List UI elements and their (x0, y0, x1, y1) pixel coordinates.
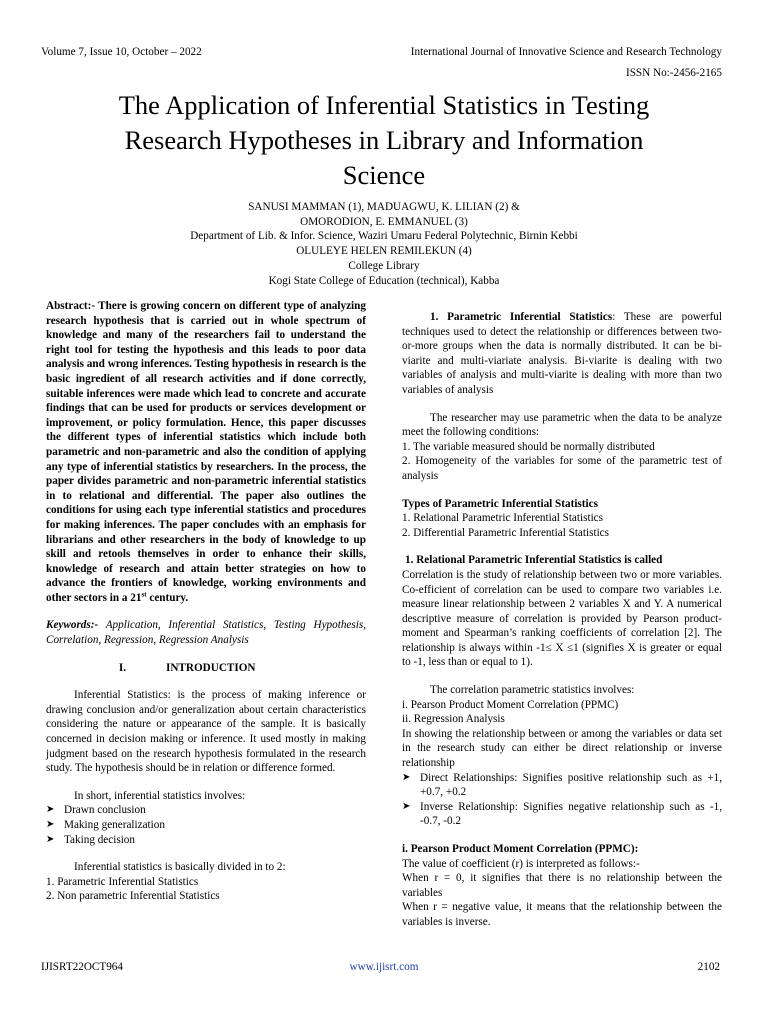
parametric-label: 1. Parametric Inferential Statistics (430, 311, 613, 323)
arrow-bullet-icon: ➤ (46, 833, 55, 845)
journal-name: International Journal of Innovative Science and Research Technology (410, 46, 722, 58)
author-line: OMORODION, E. EMMANUEL (3) (300, 215, 468, 228)
divided-intro: Inferential statistics is basically divided in to 2: (74, 861, 286, 874)
correlation-item: i. Pearson Product Moment Correlation (PPMC) (402, 698, 619, 711)
types-item: 2. Differential Parametric Inferential Statistics (402, 526, 609, 539)
title-line: Research Hypotheses in Library and Information (124, 125, 644, 155)
section-title: INTRODUCTION (166, 661, 256, 674)
paper-title (40, 88, 728, 193)
abstract-text: There is growing concern on different type of analyzing research hypothesis that is carried out in whole spectrum of knowledge and many of the researchers fail to understand the right tool for testing the hypothesis and this leads to poor data analysis and wrong inferences. Testing hypothesis in research is the basic ingredient of all research activities and if done correctly, suitable inferences were made which lead to concrete and accurate findings that can be used for products or services development or improvement, or policy formulation. Hence, this paper discusses the different types of inferential statistics which include both parametric and non-parametric and also the condition of applying any type of inferential statistics by researchers. In the process, the paper divides parametric and non-parametric inferential statistics in to relational and differential. The paper also outlines the conditions for using each type inferential statistics and procedures for making inferences. The paper concludes with an emphasis for librarians and other researchers in the body of knowledge to up skill and retools themselves in order to enhance their skills, knowledge of research and attain better strategies on how to advance the frontiers of knowledge, working environments and other sectors in a 21 (46, 300, 366, 604)
author-block (40, 200, 728, 288)
list-item-text: Inverse Relationship: Signifies negative relationship such as -1, -0.7, -0.2 (420, 800, 722, 828)
list-item (46, 818, 366, 833)
abstract-label: Abstract:- (46, 300, 96, 312)
list-item (46, 833, 366, 848)
abstract-sup: st (141, 590, 147, 599)
intro-paragraph: Inferential Statistics: is the process of making inference or drawing conclusion and/or generalization about certain characteristics considering the nature or appearance of the sample. It is basically concerned in decision making or inference. It used mostly in making judgment based on the research hypothesis formulated in the research study. The hypothesis should be in relation or difference formed. (46, 689, 366, 775)
journal-website-link[interactable]: www.ijisrt.com (349, 961, 419, 973)
page-number: 2102 (697, 961, 720, 973)
arrow-bullet-icon: ➤ (402, 800, 411, 812)
relational-paragraph: Correlation is the study of relationship between two or more variables. Co-efficient of correlation can be used to compare two variables i.e. measure linear relationship between 2 variables X and Y. A numerical descriptive measure of correlation is provided by Pearson product-moment and Spearman’s ranking coefficients of correlation [2]. The relationship is always within -1≤ X ≤1 (signifies X is greater or equal to -1, less than or equal to 1). (402, 568, 722, 669)
condition-item: 1. The variable measured should be normally distributed (402, 440, 655, 453)
relational-heading: 1. Relational Parametric Inferential Statistics is called (405, 554, 663, 567)
arrow-bullet-icon: ➤ (46, 819, 55, 830)
list-item-text: Making generalization (64, 819, 165, 831)
involves-intro: In short, inferential statistics involves: (74, 789, 246, 802)
journal-issn: ISSN No:-2456-2165 (625, 67, 722, 79)
affiliation-line: Kogi State College of Education (technical), Kabba (268, 274, 500, 287)
paper-id: IJISRT22OCT964 (41, 961, 123, 973)
abstract-end: century. (146, 591, 189, 604)
relationship-list (402, 771, 722, 829)
parametric-paragraph (402, 310, 722, 398)
author-line: OLULEYE HELEN REMILEKUN (4) (296, 245, 472, 258)
types-item: 1. Relational Parametric Inferential Statistics (402, 512, 603, 525)
title-line: Science (342, 160, 426, 190)
right-column (402, 310, 722, 930)
correlation-paragraph: In showing the relationship between or among the variables or data set in the research study can either be direct relationship or inverse relationship (402, 727, 722, 770)
divided-item: 2. Non parametric Inferential Statistics (46, 890, 220, 903)
arrow-bullet-icon: ➤ (402, 771, 411, 783)
journal-volume: Volume 7, Issue 10, October – 2022 (41, 46, 202, 58)
keywords-label: Keywords:- (46, 619, 99, 632)
keywords-text: Application, Inferential Statistics, Testing Hypothesis, Correlation, Regression, Regression Analysis (46, 619, 366, 647)
section-number: I. (118, 661, 126, 674)
correlation-item: ii. Regression Analysis (402, 713, 505, 726)
list-item-text: Drawn conclusion (64, 804, 146, 817)
ppmc-line: The value of coefficient (r) is interpreted as follows:- (402, 857, 640, 870)
ppmc-heading: i. Pearson Product Moment Correlation (PPMC): (402, 843, 639, 855)
arrow-bullet-icon: ➤ (46, 804, 55, 816)
involves-list (46, 803, 366, 847)
list-item (402, 771, 722, 800)
condition-item: 2. Homogeneity of the variables for some of the parametric test of analysis (402, 455, 722, 482)
ppmc-line: When r = negative value, it means that the relationship between the variables is inverse. (402, 901, 722, 928)
types-heading: Types of Parametric Inferential Statistics (402, 497, 598, 510)
affiliation-line: College Library (348, 259, 420, 272)
list-item (46, 803, 366, 818)
divided-item: 1. Parametric Inferential Statistics (46, 875, 199, 888)
ppmc-line: When r = 0, it signifies that there is no relationship between the variables (402, 872, 722, 899)
left-column (46, 299, 366, 904)
keywords (46, 618, 366, 647)
title-line: The Application of Inferential Statistics in Testing (118, 90, 650, 120)
correlation-intro: The correlation parametric statistics involves: (430, 684, 635, 697)
section-heading (46, 661, 366, 676)
author-line: SANUSI MAMMAN (1), MADUAGWU, K. LILIAN (2) & (248, 201, 520, 213)
list-item-text: Direct Relationships: Signifies positive relationship such as +1, +0.7, +0.2 (420, 771, 722, 799)
parametric-text: : These are powerful techniques used to detect the relationship or differences between two-or-more groups when the data is normally distributed. It can be bi-viarite and multi-viariate analysis. Bi-viarite is dealing with two variables of analysis and multi-viarite is dealing with more than two variables of analysis (402, 311, 722, 396)
affiliation-line: Department of Lib. & Infor. Science, Waziri Umaru Federal Polytechnic, Birnin Kebbi (190, 230, 578, 243)
list-item (402, 800, 722, 829)
conditions-intro: The researcher may use parametric when the data to be analyze meet the following conditions: (402, 411, 722, 439)
abstract (46, 299, 366, 605)
list-item-text: Taking decision (64, 833, 135, 846)
